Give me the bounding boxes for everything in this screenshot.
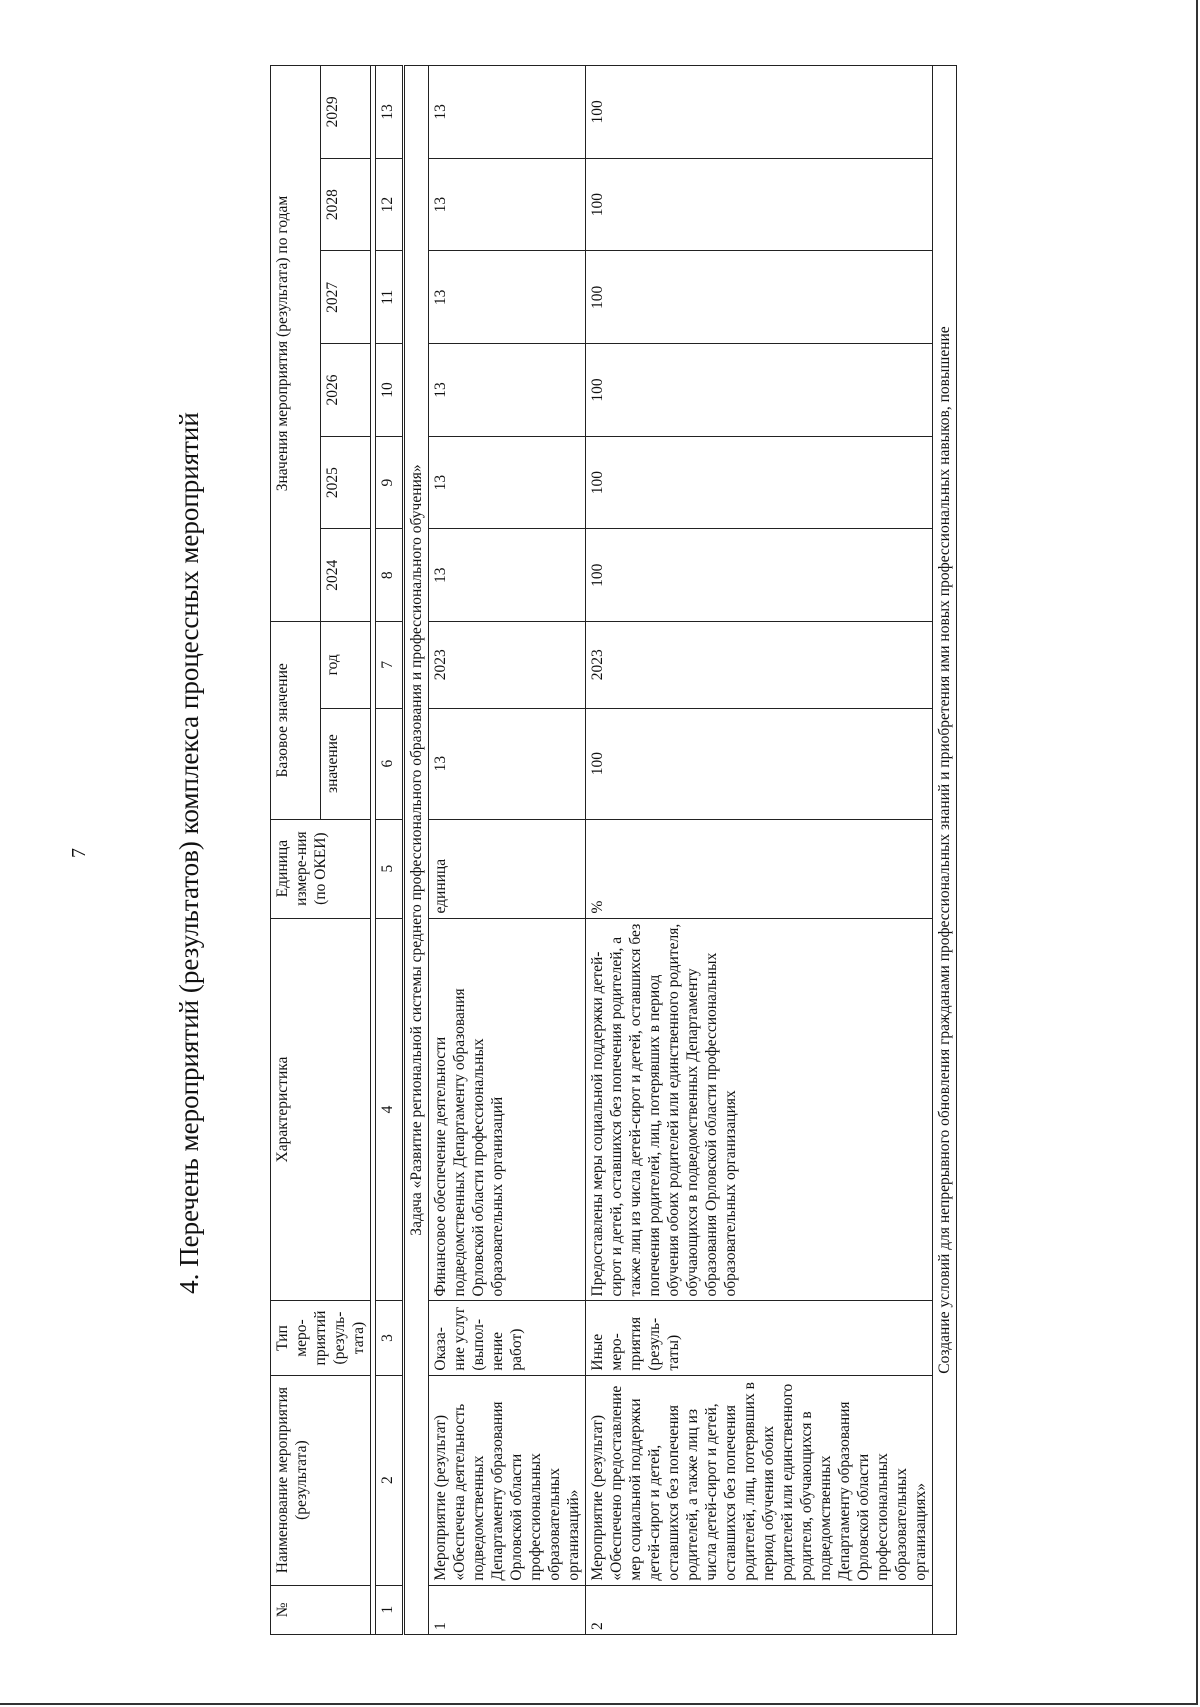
row-base-year: 2023 [429,622,586,708]
column-number: 6 [376,708,404,819]
column-number: 7 [376,622,404,708]
column-number: 12 [376,158,404,251]
rotated-page-content [150,23,1050,1683]
row-value: 100 [586,344,933,437]
row-value: 100 [586,251,933,344]
page-number: 7 [68,848,90,858]
row-name: Мероприятие (результат) «Обеспечено предоставление мер социальной поддержки детей-сирот и детей, оставшихся без попечения родителей, а также лиц из числа детей-сирот и детей, оставшихся без попечения родителей, лиц, потерявших в период обучения обоих родителей или единственного родителя, обучающихся в подведомственных Департаменту образования Орловской области профессиональных образовательных организациях» [586,1375,933,1585]
column-number: 2 [376,1375,404,1585]
header-unit: Единица измере-ния (по ОКЕИ) [271,819,371,918]
task-row-2 [933,66,957,1635]
header-base-value: значение [321,708,371,819]
row-value: 100 [586,66,933,159]
column-number: 13 [376,66,404,159]
row-name: Мероприятие (результат) «Обеспечена деятельность подведомственных Департаменту образования Орловской области профессиональных образовательных организаций» [429,1375,586,1585]
header-year: 2025 [321,436,371,529]
table-row [429,66,586,1635]
measures-table [270,65,957,1635]
row-no: 1 [429,1585,586,1634]
header-base: Базовое значение [271,622,321,820]
column-number: 8 [376,529,404,622]
column-number: 5 [376,819,404,918]
column-number: 11 [376,251,404,344]
task-heading: Задача «Развитие региональной системы среднего профессионального образования и профессионального обучения» [404,66,429,1635]
row-value: 13 [429,529,586,622]
column-numbers-row [376,66,404,1635]
row-value: 100 [586,158,933,251]
header-year: 2026 [321,344,371,437]
header-year: 2029 [321,66,371,159]
row-base-value: 13 [429,708,586,819]
header-values-by-year: Значения мероприятия (результата) по годам [271,66,321,622]
header-no: № [271,1585,371,1634]
header-row-1 [271,66,321,1635]
header-base-year: год [321,622,371,708]
header-type: Тип меро-приятий (резуль-тата) [271,1301,371,1375]
row-value: 13 [429,436,586,529]
table-row [586,66,933,1635]
header-name: Наименование мероприятия (результата) [271,1375,371,1585]
header-year: 2027 [321,251,371,344]
row-type: Оказа-ние услуг (выпол-нение работ) [429,1301,586,1375]
row-unit: единица [429,819,586,918]
task-row-1 [404,66,429,1635]
column-number: 3 [376,1301,404,1375]
column-number: 1 [376,1585,404,1634]
row-value: 13 [429,158,586,251]
header-year: 2028 [321,158,371,251]
row-characteristic: Предоставлены меры социальной поддержки детей-сирот и детей, оставшихся без попечения родителей, а также лиц из числа детей-сирот и детей, оставшихся без попечения родителей, лиц, потерявших в период обучения обоих родителей или единственного родителя, обучающихся в подведомственных Департаменту образования Орловской области профессиональных образовательных организациях [586,918,933,1301]
row-type: Иные меро-приятия (резуль-таты) [586,1301,933,1375]
section-title: 4. Перечень мероприятий (результатов) комплекса процессных мероприятий [174,412,204,1294]
row-base-value: 100 [586,708,933,819]
row-value: 100 [586,529,933,622]
row-value: 13 [429,251,586,344]
row-base-year: 2023 [586,622,933,708]
column-number: 9 [376,436,404,529]
column-number: 4 [376,918,404,1301]
row-value: 13 [429,66,586,159]
row-value: 13 [429,344,586,437]
header-characteristic: Характеристика [271,918,371,1301]
row-characteristic: Финансовое обеспечение деятельности подведомственных Департаменту образования Орловской области профессиональных образовательных организаций [429,918,586,1301]
row-unit: % [586,819,933,918]
row-value: 100 [586,436,933,529]
header-year: 2024 [321,529,371,622]
task-heading: Создание условий для непрерывного обновления гражданами профессиональных знаний и приобретения ими новых профессиональных навыков, повышение [933,66,957,1635]
row-no: 2 [586,1585,933,1634]
column-number: 10 [376,344,404,437]
